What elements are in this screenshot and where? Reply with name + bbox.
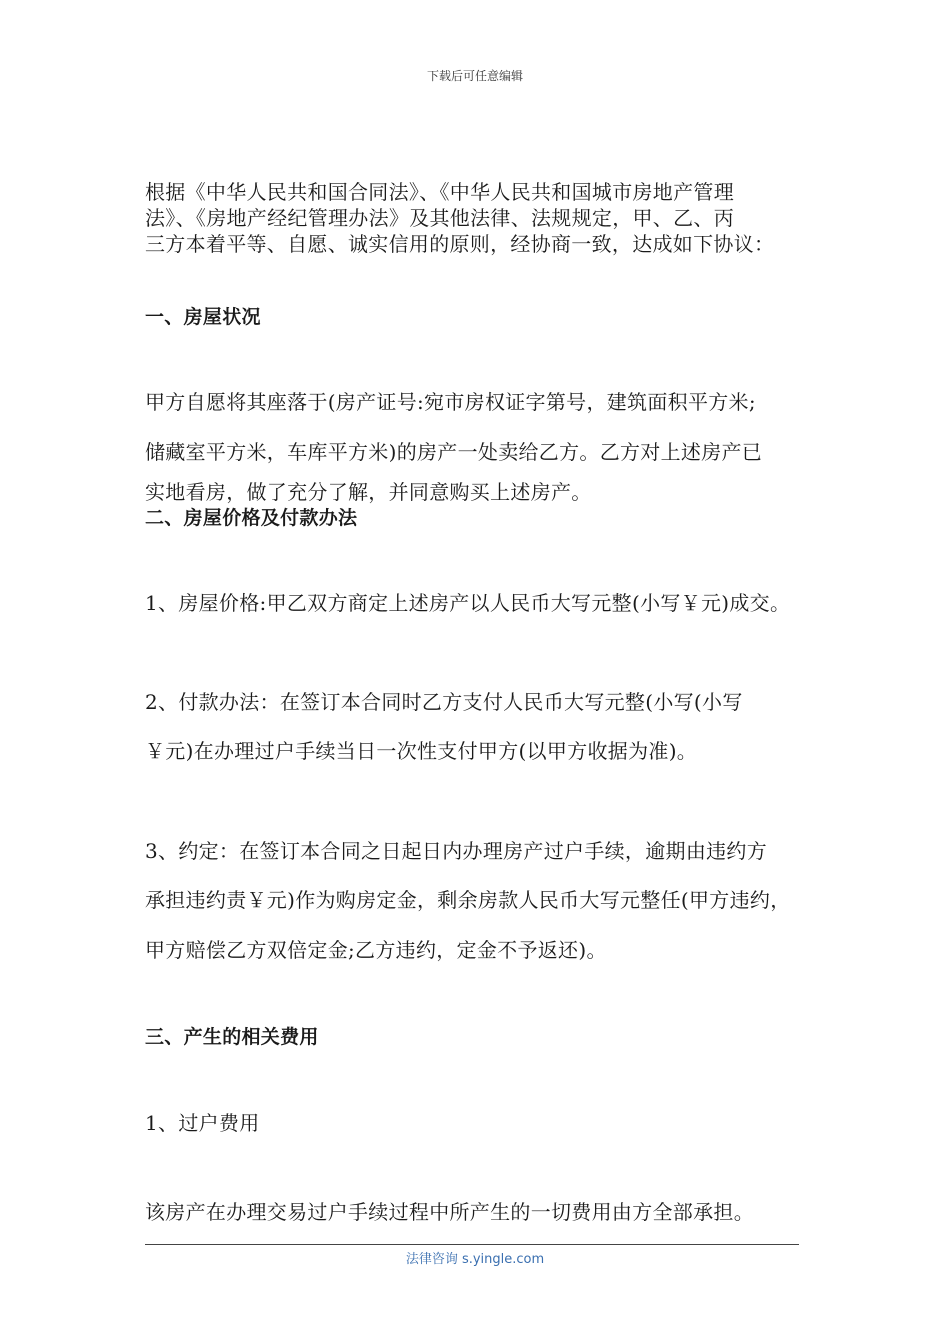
section2-title: 二、房屋价格及付款办法 <box>145 507 358 529</box>
section1-title: 一、房屋状况 <box>145 306 261 328</box>
page-header: 下载后可任意编辑 <box>426 69 523 83</box>
footer-link[interactable]: 法律咨询 s.yingle.com <box>405 1252 545 1267</box>
footer-divider <box>145 1244 799 1245</box>
section2-item3-line-1: 3、约定：在签订本合同之日起日内办理房产过户手续，逾期由违约方 <box>145 839 768 863</box>
intro-line-3: 三方本着平等、自愿、诚实信用的原则，经协商一致，达成如下协议： <box>145 232 775 256</box>
section2-item3-line-3: 甲方赔偿乙方双倍定金;乙方违约，定金不予返还)。 <box>145 938 607 962</box>
section3-text: 该房产在办理交易过户手续过程中所产生的一切费用由方全部承担。 <box>145 1200 754 1224</box>
section1-line-1: 甲方自愿将其座落于(房产证号:宛市房权证字第号，建筑面积平方米; <box>145 390 756 414</box>
section2-item2-line-2: ￥元)在办理过户手续当日一次性支付甲方(以甲方收据为准)。 <box>145 739 698 763</box>
intro-line-1: 根据《中华人民共和国合同法》、《中华人民共和国城市房地产管理 <box>145 180 734 204</box>
section3-item1: 1、过户费用 <box>145 1111 260 1135</box>
section1-line-2: 储藏室平方米，车库平方米)的房产一处卖给乙方。乙方对上述房产已 <box>145 440 763 464</box>
section3-title: 三、产生的相关费用 <box>145 1026 319 1048</box>
section1-line-3: 实地看房，做了充分了解，并同意购买上述房产。 <box>145 480 592 504</box>
intro-line-2: 法》、《房地产经纪管理办法》及其他法律、法规规定，甲、乙、丙 <box>145 206 734 230</box>
section2-item2-line-1: 2、付款办法：在签订本合同时乙方支付人民币大写元整(小写(小写 <box>145 690 743 714</box>
section2-item1: 1、房屋价格:甲乙双方商定上述房产以人民币大写元整(小写￥元)成交。 <box>145 591 791 615</box>
section2-item3-line-2: 承担违约责￥元)作为购房定金，剩余房款人民币大写元整任(甲方违约， <box>145 888 791 912</box>
